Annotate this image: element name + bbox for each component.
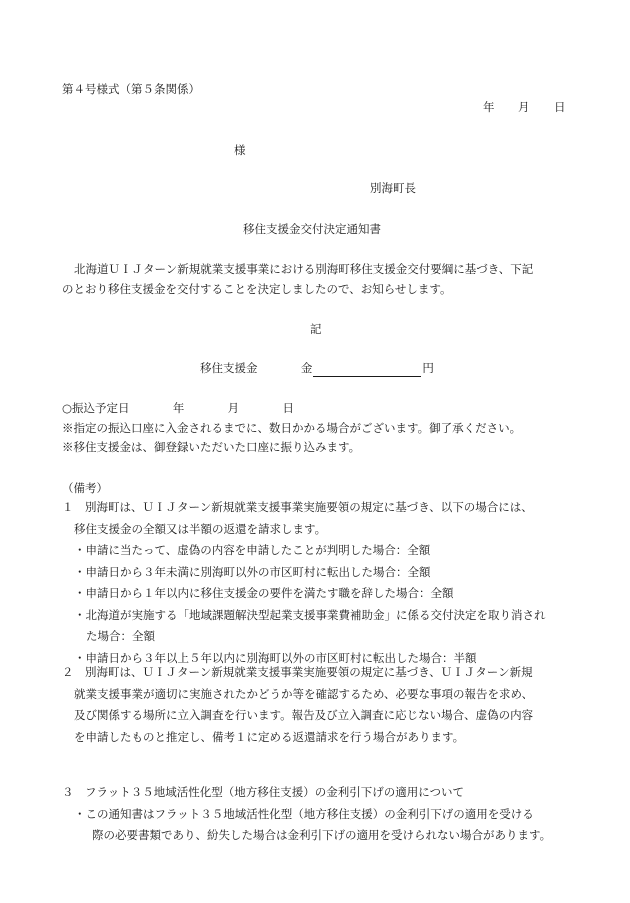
remarks-item-1 — [62, 500, 572, 666]
amount-blank — [313, 363, 421, 377]
intro-paragraph — [62, 262, 572, 297]
item2-line-1: ２ 別海町は、ＵＩＪターン新規就業支援事業実施要領の規定に基づき、ＵＩＪターン新規 — [62, 665, 533, 679]
intro-line-2: のとおり移住支援金を交付することを決定しましたので、お知らせします。 — [62, 281, 452, 296]
remarks-item-3 — [62, 785, 572, 844]
amount-prefix: 金 — [300, 361, 313, 375]
amount-row — [200, 361, 434, 377]
item2-line-4: を申請したものと推定し、備考１に定める返還請求を行う場合があります。 — [74, 729, 465, 744]
intro-line-1: 北海道ＵＩＪターン新規就業支援事業における別海町移住支援金交付要綱に基づき、下記 — [74, 262, 534, 276]
list-item: ・申請日から１年以内に移住支援金の要件を満たす職を辞した場合：全額 — [74, 586, 454, 601]
amount-label: 移住支援金 — [200, 361, 258, 375]
remarks-heading: （備考） — [62, 481, 108, 495]
list-item-continued: た場合：全額 — [86, 629, 155, 644]
addressee-suffix: 様 — [234, 143, 246, 157]
date-day: 日 — [554, 100, 566, 114]
item2-line-2: 就業支援事業が適切に実施されたかどうか等を確認するため、必要な事項の報告を求め、 — [74, 686, 534, 701]
date-month: 月 — [518, 100, 530, 114]
item1-line-1: １ 別海町は、ＵＩＪターン新規就業支援事業実施要領の規定に基づき、以下の場合には、 — [62, 500, 533, 514]
document-title: 移住支援金交付決定通知書 — [243, 222, 381, 236]
item1-line-2: 移住支援金の全額又は半額の返還を請求します。 — [74, 521, 327, 536]
list-item: ・申請日から３年未満に別海町以外の市区町村に転出した場合：全額 — [74, 564, 431, 579]
list-item: ・申請に当たって、虚偽の内容を申請したことが判明した場合：全額 — [74, 543, 431, 558]
transfer-year: 年 — [172, 401, 185, 415]
item3-line-1: ３ フラット３５地域活性化型（地方移住支援）の金利引下げの適用について — [62, 785, 465, 799]
remarks-item-2 — [62, 665, 572, 745]
transfer-note-1: ※指定の振込口座に入金されるまでに、数日かかる場合がございます。御了承ください。 — [62, 421, 522, 435]
list-item: ・北海道が実施する「地域課題解決型起業支援事業費補助金」に係る交付決定を取り消され — [74, 607, 546, 622]
issuer-name: 別海町長 — [370, 181, 416, 195]
item3-bullet-1-continued: 際の必要書類であり、紛失した場合は金利引下げの適用を受けられない場合があります。 — [92, 828, 552, 843]
ki-heading: 記 — [310, 322, 322, 336]
item2-line-3: 及び関係する場所に立入調査を行います。報告及び立入調査に応じない場合、虚偽の内容 — [74, 708, 534, 723]
item3-bullet-1: ・この通知書はフラット３５地域活性化型（地方移住支援）の金利引下げの適用を受ける — [74, 806, 534, 821]
transfer-label: ○振込予定日 — [62, 401, 130, 415]
form-label: 第４号様式（第５条関係） — [62, 82, 200, 96]
list-item: ・申請日から３年以上５年以内に別海町以外の市区町村に転出した場合：半額 — [74, 650, 477, 665]
transfer-date-row — [62, 401, 294, 417]
amount-unit: 円 — [422, 361, 434, 375]
transfer-day: 日 — [282, 401, 294, 415]
transfer-note-2: ※移住支援金は、御登録いただいた口座に振り込みます。 — [62, 440, 361, 454]
transfer-month: 月 — [227, 401, 240, 415]
date-year: 年 — [483, 100, 495, 114]
